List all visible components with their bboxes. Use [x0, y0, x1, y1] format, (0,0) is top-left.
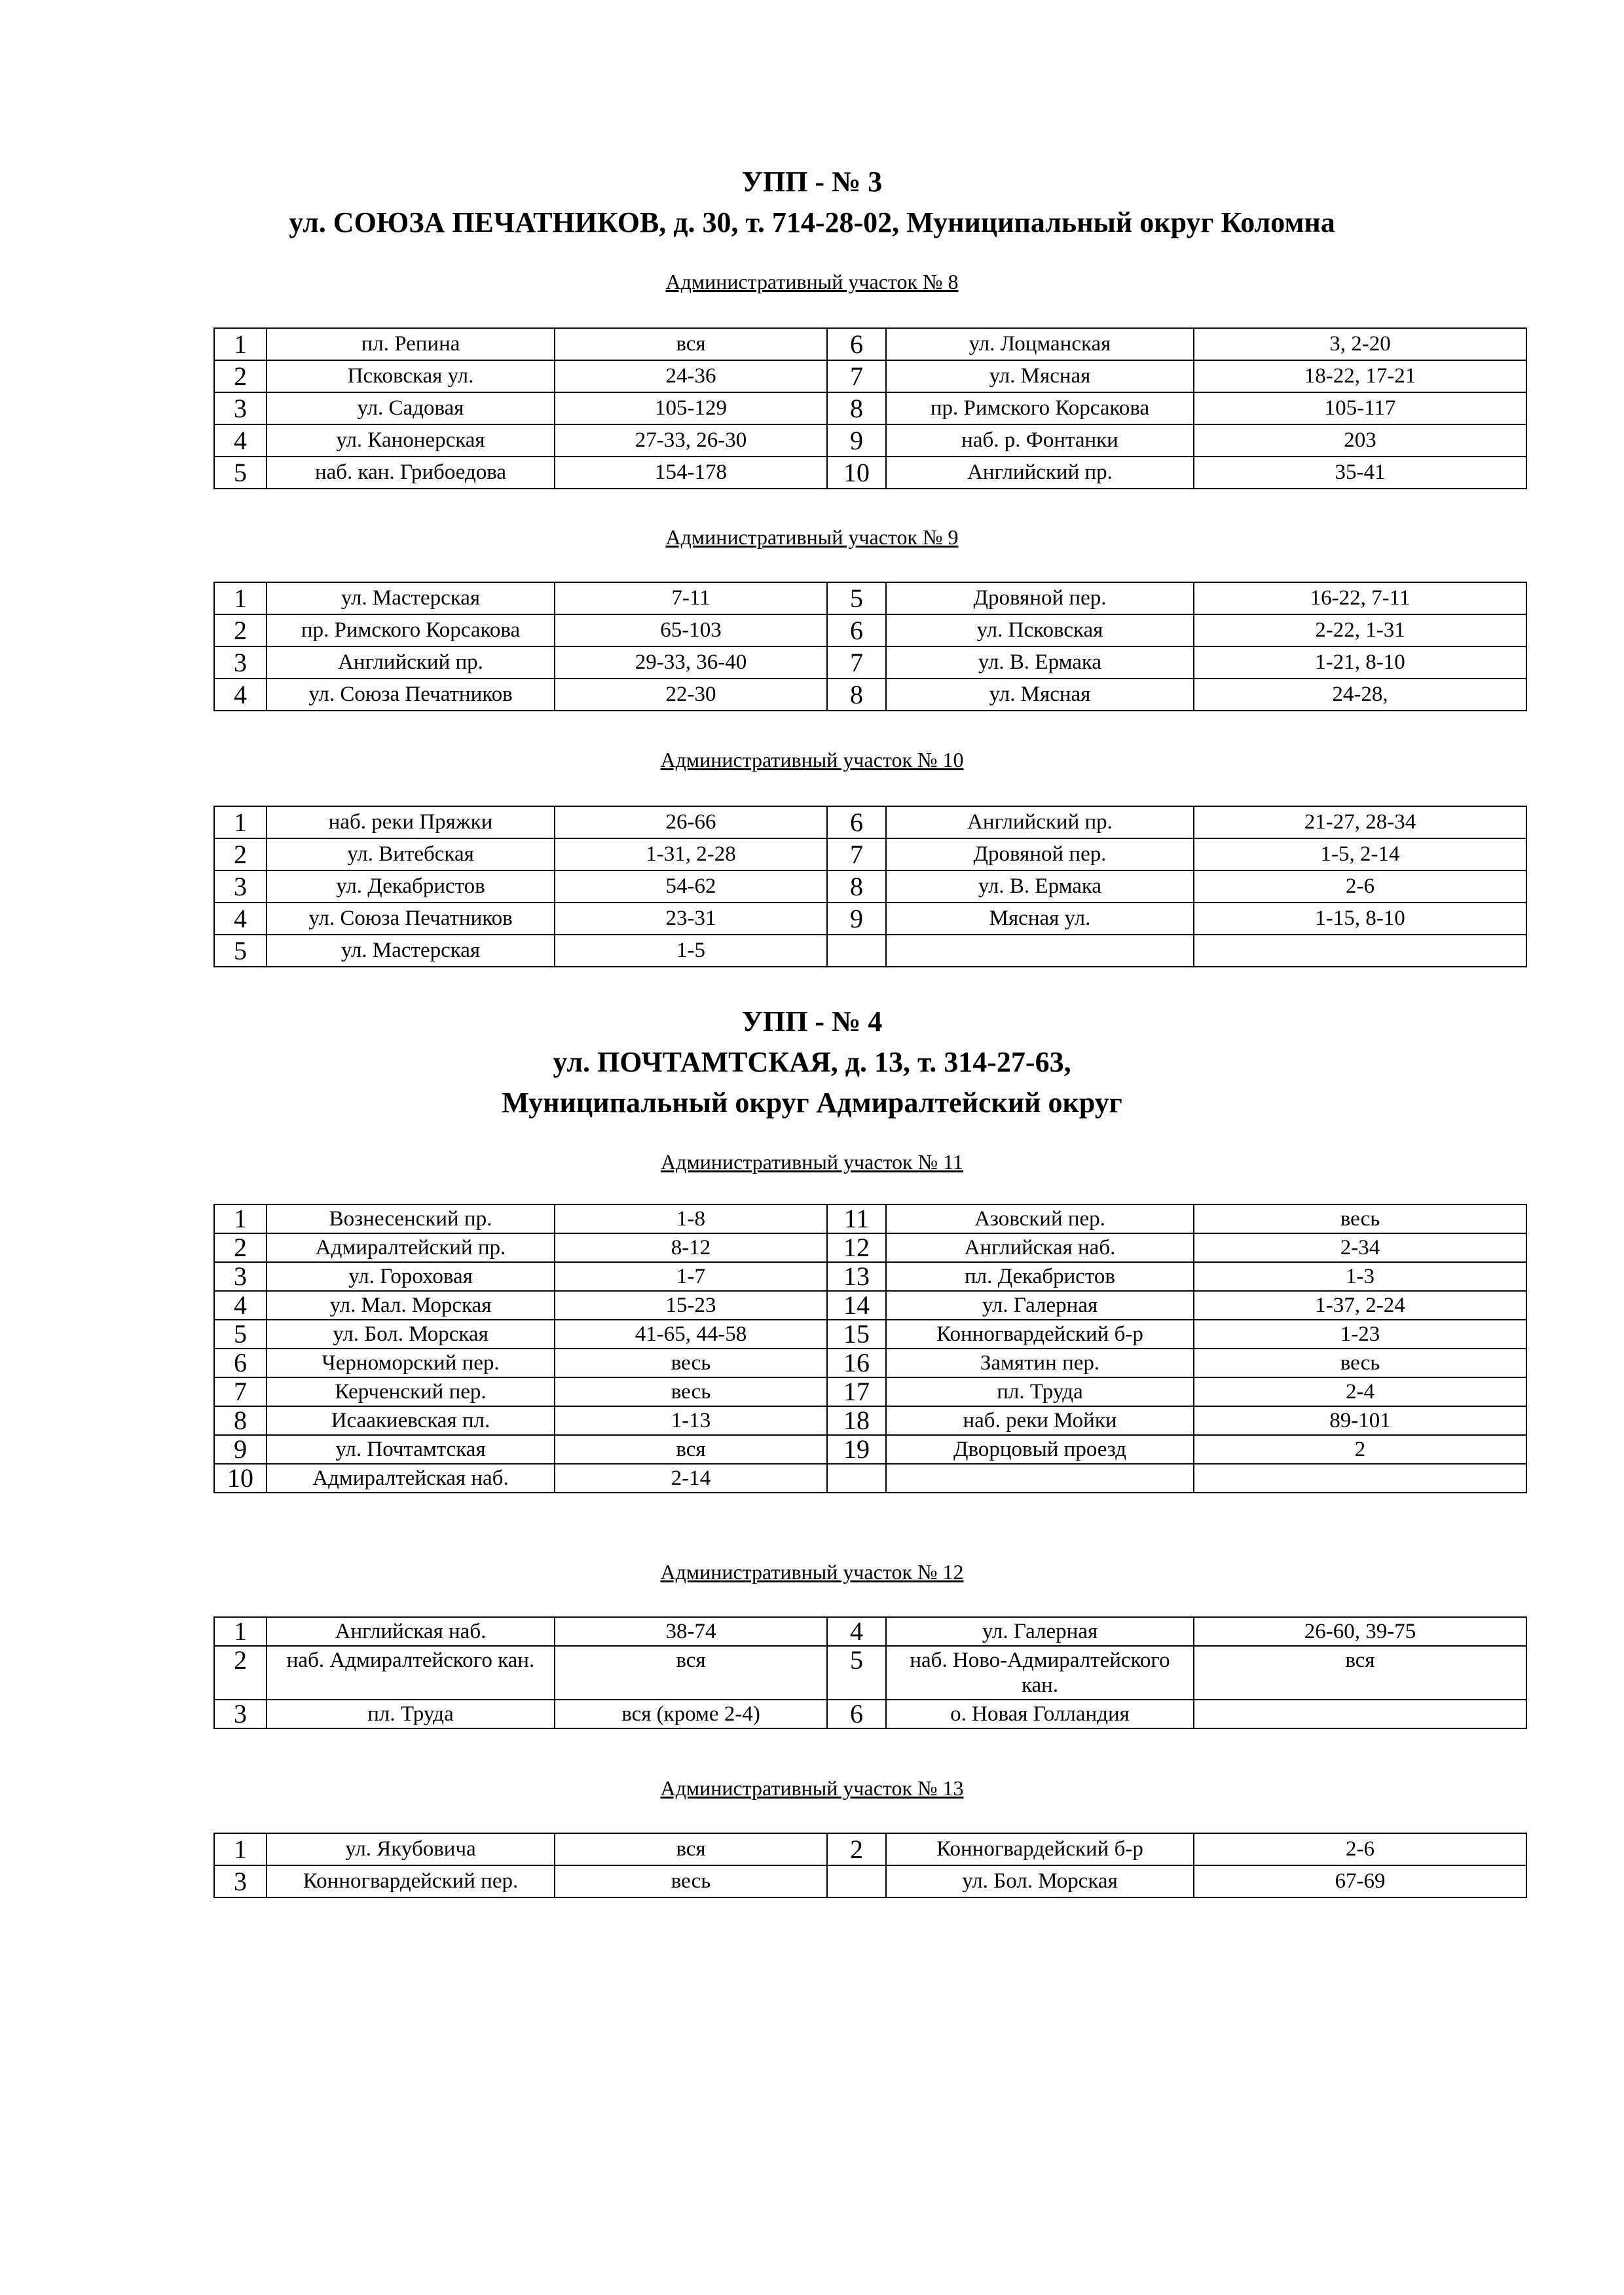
- street-name-right: наб. реки Мойки: [886, 1406, 1194, 1435]
- table-section-10: [213, 806, 1527, 967]
- upp3-title: УПП - № 3: [741, 166, 883, 198]
- row-number-right: 11: [827, 1204, 886, 1233]
- row-number-left: 8: [214, 1406, 267, 1435]
- street-name-right: ул. Псковская: [886, 614, 1194, 646]
- street-name-right: Дровяной пер.: [886, 582, 1194, 614]
- house-numbers-right: 1-5, 2-14: [1194, 838, 1526, 870]
- row-number-left: 5: [214, 457, 267, 489]
- row-number-right: 6: [827, 806, 886, 838]
- table-row: [214, 1349, 1526, 1377]
- row-number-right: 6: [827, 328, 886, 360]
- row-number-right: 7: [827, 360, 886, 392]
- table-row: [214, 1700, 1526, 1728]
- street-name-left: ул. Декабристов: [267, 870, 555, 903]
- row-number-right: 6: [827, 1700, 886, 1728]
- row-number-right: 9: [827, 424, 886, 457]
- street-name-left: ул. Мастерская: [267, 935, 555, 967]
- table-section-13: [213, 1833, 1527, 1898]
- table-row: [214, 457, 1526, 489]
- row-number-right: 18: [827, 1406, 886, 1435]
- house-numbers-right: 1-23: [1194, 1320, 1526, 1349]
- house-numbers-left: 23-31: [555, 903, 827, 935]
- row-number-right: 9: [827, 903, 886, 935]
- street-name-right: Конногвардейский б-р: [886, 1320, 1194, 1349]
- table-row: [214, 1833, 1526, 1865]
- row-number-left: 2: [214, 1233, 267, 1262]
- row-number-right: 4: [827, 1617, 886, 1646]
- street-name-left: ул. Витебская: [267, 838, 555, 870]
- row-number-right: 12: [827, 1233, 886, 1262]
- row-number-left: 2: [214, 838, 267, 870]
- house-numbers-left: 8-12: [555, 1233, 827, 1262]
- row-number-right: 8: [827, 679, 886, 711]
- house-numbers-left: вся: [555, 1833, 827, 1865]
- row-number-left: 3: [214, 1865, 267, 1897]
- street-name-right: Замятин пер.: [886, 1349, 1194, 1377]
- row-number-left: 5: [214, 935, 267, 967]
- section-label-11: Административный участок № 11: [661, 1150, 963, 1174]
- street-name-left: ул. Мастерская: [267, 582, 555, 614]
- table-row: [214, 424, 1526, 457]
- street-name-right: пл. Труда: [886, 1377, 1194, 1406]
- street-name-right: ул. В. Ермака: [886, 646, 1194, 679]
- row-number-left: 3: [214, 392, 267, 424]
- house-numbers-right: 2-6: [1194, 1833, 1526, 1865]
- row-number-left: 3: [214, 870, 267, 903]
- row-number-left: 1: [214, 806, 267, 838]
- house-numbers-left: весь: [555, 1377, 827, 1406]
- street-name-left: Конногвардейский пер.: [267, 1865, 555, 1897]
- table-row: [214, 679, 1526, 711]
- row-number-right: [827, 1464, 886, 1493]
- house-numbers-left: вся (кроме 2-4): [555, 1700, 827, 1728]
- table-section-8: [213, 327, 1527, 489]
- row-number-left: 9: [214, 1435, 267, 1464]
- row-number-right: 2: [827, 1833, 886, 1865]
- table-row: [214, 935, 1526, 967]
- row-number-left: 3: [214, 1262, 267, 1291]
- row-number-right: 8: [827, 392, 886, 424]
- row-number-right: 7: [827, 646, 886, 679]
- house-numbers-right: 1-21, 8-10: [1194, 646, 1526, 679]
- table-row: [214, 328, 1526, 360]
- section-label-9: Административный участок № 9: [665, 525, 959, 549]
- house-numbers-left: 1-31, 2-28: [555, 838, 827, 870]
- row-number-left: 4: [214, 424, 267, 457]
- street-name-right: ул. В. Ермака: [886, 870, 1194, 903]
- house-numbers-left: 1-5: [555, 935, 827, 967]
- street-name-right: Азовский пер.: [886, 1204, 1194, 1233]
- table-row: [214, 392, 1526, 424]
- table-row: [214, 646, 1526, 679]
- table-row: [214, 360, 1526, 392]
- house-numbers-right: 21-27, 28-34: [1194, 806, 1526, 838]
- row-number-right: 15: [827, 1320, 886, 1349]
- row-number-left: 6: [214, 1349, 267, 1377]
- row-number-right: 19: [827, 1435, 886, 1464]
- house-numbers-left: 15-23: [555, 1291, 827, 1320]
- row-number-left: 2: [214, 1646, 267, 1700]
- street-name-right: Английский пр.: [886, 457, 1194, 489]
- street-name-right: [886, 1464, 1194, 1493]
- table-row: [214, 1291, 1526, 1320]
- house-numbers-right: 2-34: [1194, 1233, 1526, 1262]
- row-number-right: [827, 1865, 886, 1897]
- street-name-right: ул. Мясная: [886, 360, 1194, 392]
- street-name-right: Английский пр.: [886, 806, 1194, 838]
- row-number-left: 4: [214, 903, 267, 935]
- table-row: [214, 1262, 1526, 1291]
- street-name-left: ул. Почтамтская: [267, 1435, 555, 1464]
- street-name-right: ул. Мясная: [886, 679, 1194, 711]
- street-name-left: ул. Мал. Морская: [267, 1291, 555, 1320]
- row-number-right: 5: [827, 582, 886, 614]
- house-numbers-right: 26-60, 39-75: [1194, 1617, 1526, 1646]
- row-number-left: 1: [214, 1833, 267, 1865]
- upp4-subtitle-line2: Муниципальный округ Адмиралтейский округ: [502, 1087, 1122, 1119]
- row-number-right: 5: [827, 1646, 886, 1700]
- row-number-right: 8: [827, 870, 886, 903]
- house-numbers-right: 1-37, 2-24: [1194, 1291, 1526, 1320]
- house-numbers-right: 203: [1194, 424, 1526, 457]
- street-name-right: ул. Галерная: [886, 1291, 1194, 1320]
- street-name-left: ул. Садовая: [267, 392, 555, 424]
- row-number-left: 10: [214, 1464, 267, 1493]
- street-name-left: ул. Союза Печатников: [267, 679, 555, 711]
- section-label-12: Административный участок № 12: [660, 1560, 964, 1584]
- house-numbers-left: 41-65, 44-58: [555, 1320, 827, 1349]
- row-number-left: 3: [214, 1700, 267, 1728]
- street-name-left: ул. Якубовича: [267, 1833, 555, 1865]
- upp4-subtitle-line1: ул. ПОЧТАМТСКАЯ, д. 13, т. 314-27-63,: [553, 1046, 1071, 1078]
- table-row: [214, 1865, 1526, 1897]
- row-number-left: 7: [214, 1377, 267, 1406]
- house-numbers-left: 22-30: [555, 679, 827, 711]
- house-numbers-left: вся: [555, 1646, 827, 1700]
- row-number-left: 1: [214, 328, 267, 360]
- house-numbers-right: весь: [1194, 1349, 1526, 1377]
- section-label-8: Административный участок № 8: [665, 270, 959, 293]
- row-number-right: 16: [827, 1349, 886, 1377]
- house-numbers-left: 29-33, 36-40: [555, 646, 827, 679]
- upp4-title: УПП - № 4: [741, 1005, 883, 1037]
- street-name-left: наб. Адмиралтейского кан.: [267, 1646, 555, 1700]
- house-numbers-left: 38-74: [555, 1617, 827, 1646]
- street-name-left: Исаакиевская пл.: [267, 1406, 555, 1435]
- table-row: [214, 1464, 1526, 1493]
- row-number-left: 1: [214, 1204, 267, 1233]
- street-name-right: [886, 935, 1194, 967]
- street-name-right: ул. Галерная: [886, 1617, 1194, 1646]
- street-name-right: Английская наб.: [886, 1233, 1194, 1262]
- house-numbers-right: 2: [1194, 1435, 1526, 1464]
- table-section-12: [213, 1616, 1527, 1729]
- house-numbers-right: 89-101: [1194, 1406, 1526, 1435]
- street-name-left: Вознесенский пр.: [267, 1204, 555, 1233]
- house-numbers-left: 65-103: [555, 614, 827, 646]
- house-numbers-right: 1-3: [1194, 1262, 1526, 1291]
- house-numbers-right: 2-6: [1194, 870, 1526, 903]
- house-numbers-left: 7-11: [555, 582, 827, 614]
- street-name-right: наб. р. Фонтанки: [886, 424, 1194, 457]
- table-row: [214, 1204, 1526, 1233]
- house-numbers-right: 18-22, 17-21: [1194, 360, 1526, 392]
- street-name-left: пл. Труда: [267, 1700, 555, 1728]
- house-numbers-left: 154-178: [555, 457, 827, 489]
- street-name-left: ул. Бол. Морская: [267, 1320, 555, 1349]
- row-number-right: [827, 935, 886, 967]
- street-name-left: Адмиралтейский пр.: [267, 1233, 555, 1262]
- upp3-subtitle: ул. СОЮЗА ПЕЧАТНИКОВ, д. 30, т. 714-28-02, Муниципальный округ Коломна: [289, 206, 1335, 238]
- house-numbers-left: 1-13: [555, 1406, 827, 1435]
- street-name-right: Дворцовый проезд: [886, 1435, 1194, 1464]
- table-row: [214, 1233, 1526, 1262]
- house-numbers-left: весь: [555, 1865, 827, 1897]
- table-row: [214, 806, 1526, 838]
- house-numbers-left: весь: [555, 1349, 827, 1377]
- street-name-right: Дровяной пер.: [886, 838, 1194, 870]
- house-numbers-right: 105-117: [1194, 392, 1526, 424]
- house-numbers-right: [1194, 1700, 1526, 1728]
- table-row: [214, 1435, 1526, 1464]
- house-numbers-left: 1-8: [555, 1204, 827, 1233]
- house-numbers-left: 54-62: [555, 870, 827, 903]
- street-name-left: Адмиралтейская наб.: [267, 1464, 555, 1493]
- street-name-right: ул. Бол. Морская: [886, 1865, 1194, 1897]
- table-row: [214, 614, 1526, 646]
- row-number-left: 3: [214, 646, 267, 679]
- row-number-right: 14: [827, 1291, 886, 1320]
- street-name-left: наб. реки Пряжки: [267, 806, 555, 838]
- street-name-left: Черноморский пер.: [267, 1349, 555, 1377]
- street-name-right: Мясная ул.: [886, 903, 1194, 935]
- house-numbers-right: вся: [1194, 1646, 1526, 1700]
- house-numbers-right: [1194, 935, 1526, 967]
- table-row: [214, 870, 1526, 903]
- row-number-left: 1: [214, 582, 267, 614]
- house-numbers-right: 1-15, 8-10: [1194, 903, 1526, 935]
- street-name-left: Керченский пер.: [267, 1377, 555, 1406]
- table-row: [214, 1406, 1526, 1435]
- row-number-right: 10: [827, 457, 886, 489]
- street-name-right: пр. Римского Корсакова: [886, 392, 1194, 424]
- street-name-right: о. Новая Голландия: [886, 1700, 1194, 1728]
- street-name-right: ул. Лоцманская: [886, 328, 1194, 360]
- house-numbers-right: 16-22, 7-11: [1194, 582, 1526, 614]
- table-row: [214, 838, 1526, 870]
- house-numbers-left: 2-14: [555, 1464, 827, 1493]
- house-numbers-right: 2-4: [1194, 1377, 1526, 1406]
- row-number-left: 4: [214, 1291, 267, 1320]
- street-name-left: наб. кан. Грибоедова: [267, 457, 555, 489]
- house-numbers-left: 26-66: [555, 806, 827, 838]
- street-name-left: ул. Гороховая: [267, 1262, 555, 1291]
- house-numbers-right: 3, 2-20: [1194, 328, 1526, 360]
- table-row: [214, 582, 1526, 614]
- house-numbers-right: 24-28,: [1194, 679, 1526, 711]
- street-name-left: Английская наб.: [267, 1617, 555, 1646]
- row-number-right: 6: [827, 614, 886, 646]
- house-numbers-left: вся: [555, 328, 827, 360]
- section-label-10: Административный участок № 10: [660, 748, 964, 772]
- street-name-right: наб. Ново-Адмиралтейского кан.: [886, 1646, 1194, 1700]
- table-row: [214, 1320, 1526, 1349]
- house-numbers-right: 67-69: [1194, 1865, 1526, 1897]
- house-numbers-left: 105-129: [555, 392, 827, 424]
- row-number-right: 17: [827, 1377, 886, 1406]
- row-number-right: 13: [827, 1262, 886, 1291]
- table-row: [214, 1377, 1526, 1406]
- table-section-9: [213, 582, 1527, 711]
- table-row: [214, 1617, 1526, 1646]
- street-name-left: пл. Репина: [267, 328, 555, 360]
- street-name-right: пл. Декабристов: [886, 1262, 1194, 1291]
- house-numbers-left: 1-7: [555, 1262, 827, 1291]
- street-name-left: ул. Союза Печатников: [267, 903, 555, 935]
- row-number-left: 2: [214, 360, 267, 392]
- house-numbers-left: 27-33, 26-30: [555, 424, 827, 457]
- row-number-left: 4: [214, 679, 267, 711]
- row-number-right: 7: [827, 838, 886, 870]
- street-name-left: Английский пр.: [267, 646, 555, 679]
- house-numbers-right: [1194, 1464, 1526, 1493]
- house-numbers-left: вся: [555, 1435, 827, 1464]
- street-name-left: ул. Канонерская: [267, 424, 555, 457]
- street-name-right: Конногвардейский б-р: [886, 1833, 1194, 1865]
- street-name-left: пр. Римского Корсакова: [267, 614, 555, 646]
- house-numbers-right: 35-41: [1194, 457, 1526, 489]
- section-label-13: Административный участок № 13: [660, 1776, 964, 1800]
- house-numbers-right: весь: [1194, 1204, 1526, 1233]
- table-row: [214, 903, 1526, 935]
- house-numbers-right: 2-22, 1-31: [1194, 614, 1526, 646]
- table-row: [214, 1646, 1526, 1700]
- row-number-left: 2: [214, 614, 267, 646]
- street-name-left: Псковская ул.: [267, 360, 555, 392]
- house-numbers-left: 24-36: [555, 360, 827, 392]
- row-number-left: 1: [214, 1617, 267, 1646]
- row-number-left: 5: [214, 1320, 267, 1349]
- table-section-11: [213, 1204, 1527, 1493]
